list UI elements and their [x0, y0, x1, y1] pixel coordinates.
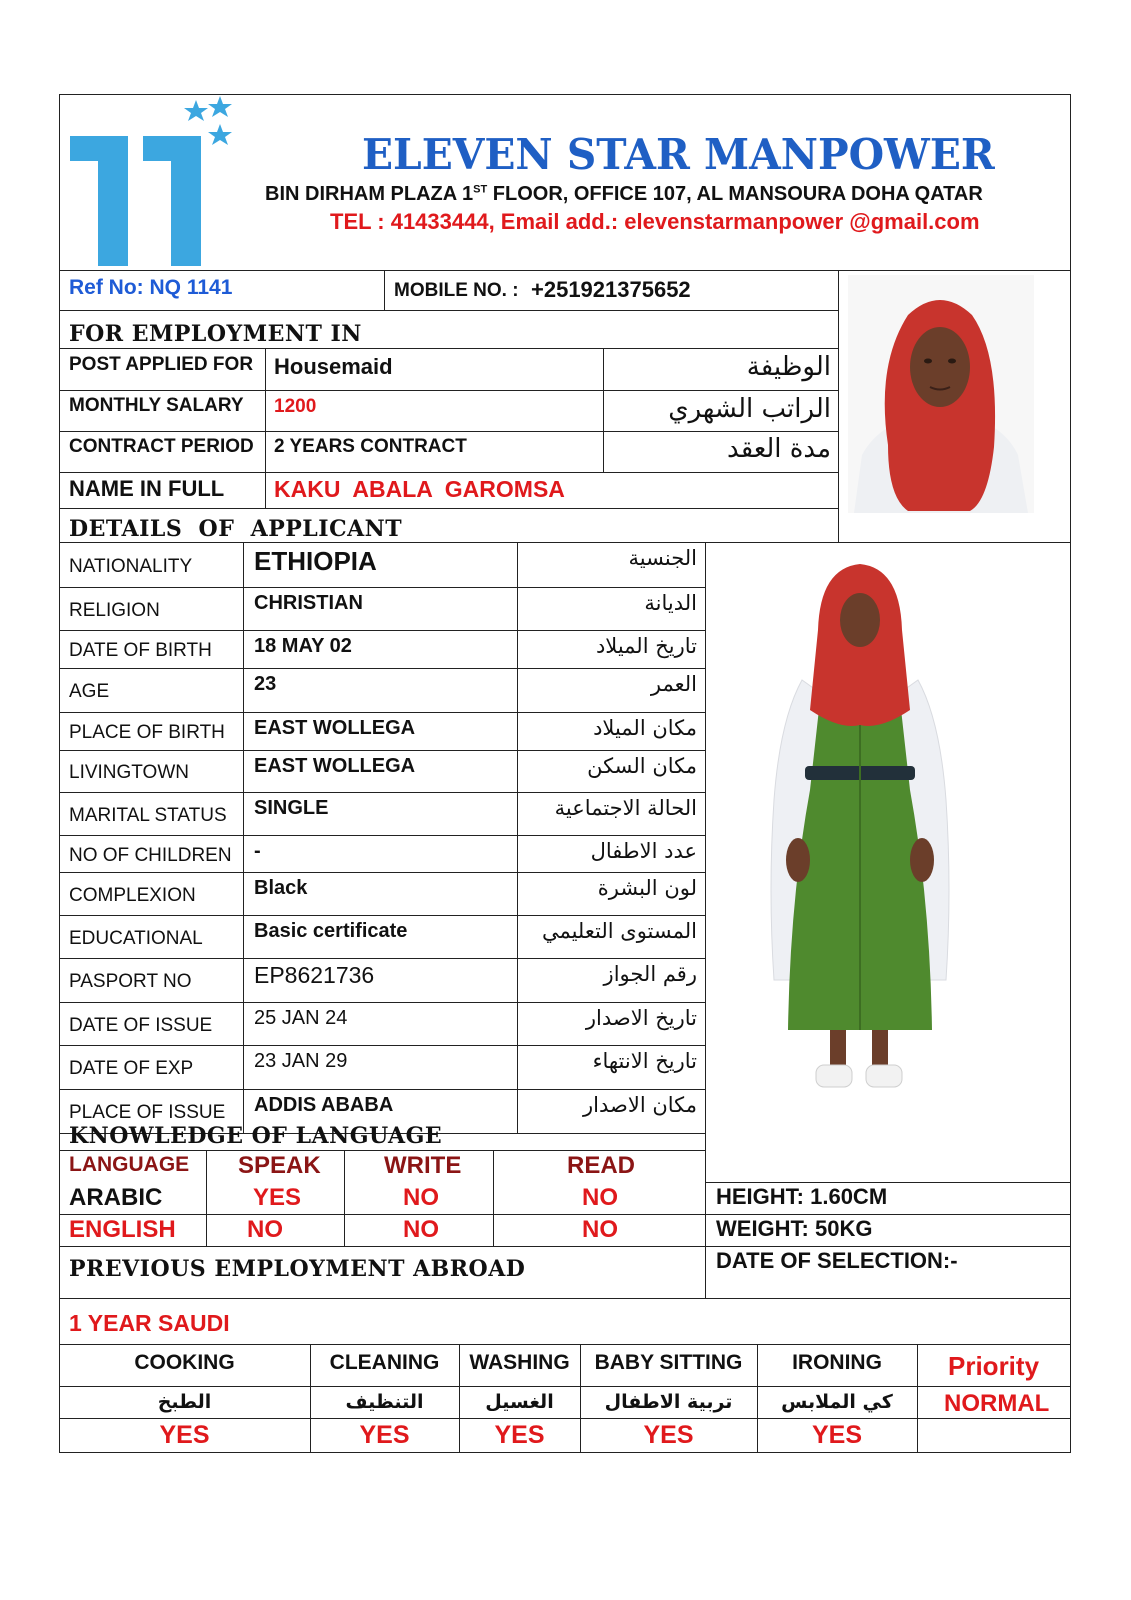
detail-label: PASPORT NO: [69, 971, 192, 992]
details-row-line: [59, 792, 705, 793]
detail-arabic: لون البشرة: [597, 876, 697, 900]
detail-value: Black: [254, 877, 308, 899]
details-row-line: [59, 1045, 705, 1046]
detail-arabic: الجنسية: [628, 546, 697, 570]
skill-name-arabic: تربية الاطفال: [604, 1391, 733, 1413]
detail-label: AGE: [69, 681, 110, 702]
details-row-line: [59, 915, 705, 916]
arabic-speak: YES: [253, 1184, 302, 1211]
english-speak: NO: [247, 1216, 283, 1243]
detail-label: DATE OF ISSUE: [69, 1015, 213, 1036]
skill-name-arabic: التنظيف: [345, 1391, 424, 1413]
detail-arabic: رقم الجواز: [603, 962, 697, 986]
previous-value: 1 YEAR SAUDI: [69, 1310, 230, 1336]
salary-arabic: الراتب الشهري: [668, 394, 831, 424]
salary-label: MONTHLY SALARY: [69, 395, 244, 416]
detail-label: MARITAL STATUS: [69, 805, 227, 826]
priority-value: NORMAL: [944, 1390, 1050, 1417]
detail-value: 23 JAN 29: [254, 1050, 348, 1072]
skill-name: COOKING: [134, 1351, 235, 1374]
logo-star-icon: [208, 124, 232, 145]
skill-name-arabic: كي الملابس: [781, 1391, 893, 1413]
details-row-line: [59, 958, 705, 959]
contract-arabic: مدة العقد: [727, 434, 831, 464]
lang-header-speak: SPEAK: [238, 1152, 321, 1179]
post-label: POST APPLIED FOR: [69, 354, 254, 375]
arabic-write: NO: [403, 1184, 439, 1211]
priority-label: Priority: [948, 1351, 1040, 1381]
detail-arabic: المستوى التعليمي: [541, 919, 697, 943]
detail-value: 18 MAY 02: [254, 635, 352, 657]
detail-value: SINGLE: [254, 797, 329, 819]
detail-label: NO OF CHILDREN: [69, 845, 232, 866]
detail-label: NATIONALITY: [69, 556, 193, 577]
address-start: BIN DIRHAM PLAZA 1: [265, 183, 474, 205]
detail-arabic: مكان الميلاد: [593, 716, 697, 740]
company-address: [265, 184, 983, 204]
detail-arabic: مكان السكن: [587, 754, 697, 778]
company-contact: TEL : 41433444, Email add.: elevenstarmanpower @gmail.com: [330, 209, 980, 234]
detail-label: EDUCATIONAL: [69, 928, 203, 949]
detail-value: CHRISTIAN: [254, 592, 363, 614]
name-label: NAME IN FULL: [69, 476, 225, 501]
post-value: Housemaid: [274, 354, 393, 379]
skill-name: BABY SITTING: [594, 1351, 743, 1374]
address-end: FLOOR, OFFICE 107, AL MANSOURA DOHA QATAR: [487, 183, 983, 205]
lang-row-english: ENGLISH: [69, 1216, 176, 1243]
detail-label: PLACE OF ISSUE: [69, 1102, 226, 1123]
english-write: NO: [403, 1216, 439, 1243]
lang-header-write: WRITE: [384, 1152, 462, 1179]
detail-label: COMPLEXION: [69, 885, 196, 906]
detail-value: ETHIOPIA: [254, 546, 377, 576]
english-read: NO: [582, 1216, 618, 1243]
detail-value: EAST WOLLEGA: [254, 717, 416, 739]
skill-value: YES: [811, 1421, 863, 1449]
company-logo: [68, 96, 238, 268]
detail-label: LIVINGTOWN: [69, 762, 189, 783]
details-row-line: [59, 1089, 705, 1090]
mobile-number: +251921375652: [531, 277, 691, 302]
skill-name-arabic: الطبخ: [157, 1391, 212, 1413]
skill-name: CLEANING: [329, 1351, 440, 1374]
details-heading: DETAILS OF APPLICANT: [69, 516, 403, 542]
salary-value: 1200: [274, 396, 317, 417]
post-arabic: الوظيفة: [746, 352, 831, 382]
arabic-read: NO: [582, 1184, 618, 1211]
detail-label: PLACE OF BIRTH: [69, 722, 225, 743]
skill-value: YES: [494, 1421, 545, 1449]
detail-label: RELIGION: [69, 600, 160, 621]
mobile-label: MOBILE NO. :: [394, 280, 519, 301]
lang-header-read: READ: [567, 1152, 636, 1179]
height-value: HEIGHT: 1.60CM: [716, 1184, 888, 1209]
detail-arabic: الديانة: [644, 591, 697, 615]
full-body-photo: [760, 560, 960, 1120]
name-value: KAKU ABALA GAROMSA: [274, 476, 565, 502]
detail-arabic: العمر: [650, 672, 697, 696]
details-row-line: [59, 835, 705, 836]
detail-value: Basic certificate: [254, 920, 408, 942]
skill-value: YES: [643, 1421, 694, 1449]
logo-star-icon: [208, 96, 232, 117]
ref-number: Ref No: NQ 1141: [69, 276, 233, 299]
details-row-line: [59, 630, 705, 631]
details-row-line: [59, 712, 705, 713]
lang-row-arabic: ARABIC: [69, 1184, 163, 1211]
address-superscript: ST: [473, 183, 488, 196]
skill-value: YES: [359, 1421, 410, 1449]
detail-arabic: مكان الاصدار: [583, 1093, 697, 1117]
details-row-line: [59, 668, 705, 669]
detail-arabic: تاريخ الميلاد: [595, 634, 697, 658]
logo-star-icon: [184, 100, 208, 121]
detail-value: -: [254, 840, 261, 862]
detail-value: ADDIS ABABA: [254, 1094, 394, 1116]
skill-name: IRONING: [792, 1351, 882, 1374]
details-row-line: [59, 587, 705, 588]
portrait-photo: [848, 275, 1034, 513]
previous-heading: PREVIOUS EMPLOYMENT ABROAD: [69, 1256, 526, 1282]
company-name: ELEVEN STAR MANPOWER: [362, 130, 995, 179]
detail-arabic: عدد الاطفال: [590, 839, 697, 863]
details-row-line: [59, 750, 705, 751]
skill-name: WASHING: [469, 1351, 570, 1374]
details-row-line: [59, 872, 705, 873]
detail-arabic: تاريخ الانتهاء: [592, 1049, 697, 1073]
detail-value: EP8621736: [254, 962, 375, 988]
skill-name-arabic: الغسيل: [485, 1391, 554, 1413]
weight-value: WEIGHT: 50KG: [716, 1216, 873, 1241]
language-heading: KNOWLEDGE OF LANGUAGE: [69, 1123, 443, 1149]
detail-arabic: الحالة الاجتماعية: [554, 796, 697, 820]
contract-value: 2 YEARS CONTRACT: [274, 436, 467, 457]
contract-label: CONTRACT PERIOD: [69, 436, 254, 457]
logo-graphic: [68, 96, 238, 268]
skill-value: YES: [159, 1421, 210, 1449]
details-row-line: [59, 1002, 705, 1003]
selection-date: DATE OF SELECTION:-: [716, 1248, 958, 1273]
detail-value: 25 JAN 24: [254, 1007, 348, 1029]
detail-value: 23: [254, 673, 277, 695]
detail-arabic: تاريخ الاصدار: [585, 1006, 697, 1030]
detail-value: EAST WOLLEGA: [254, 755, 416, 777]
employment-heading: FOR EMPLOYMENT IN: [69, 321, 362, 347]
details-divider: [705, 542, 706, 1133]
detail-label: DATE OF BIRTH: [69, 640, 212, 661]
detail-label: DATE OF EXP: [69, 1058, 194, 1079]
lang-header-language: LANGUAGE: [69, 1153, 190, 1176]
